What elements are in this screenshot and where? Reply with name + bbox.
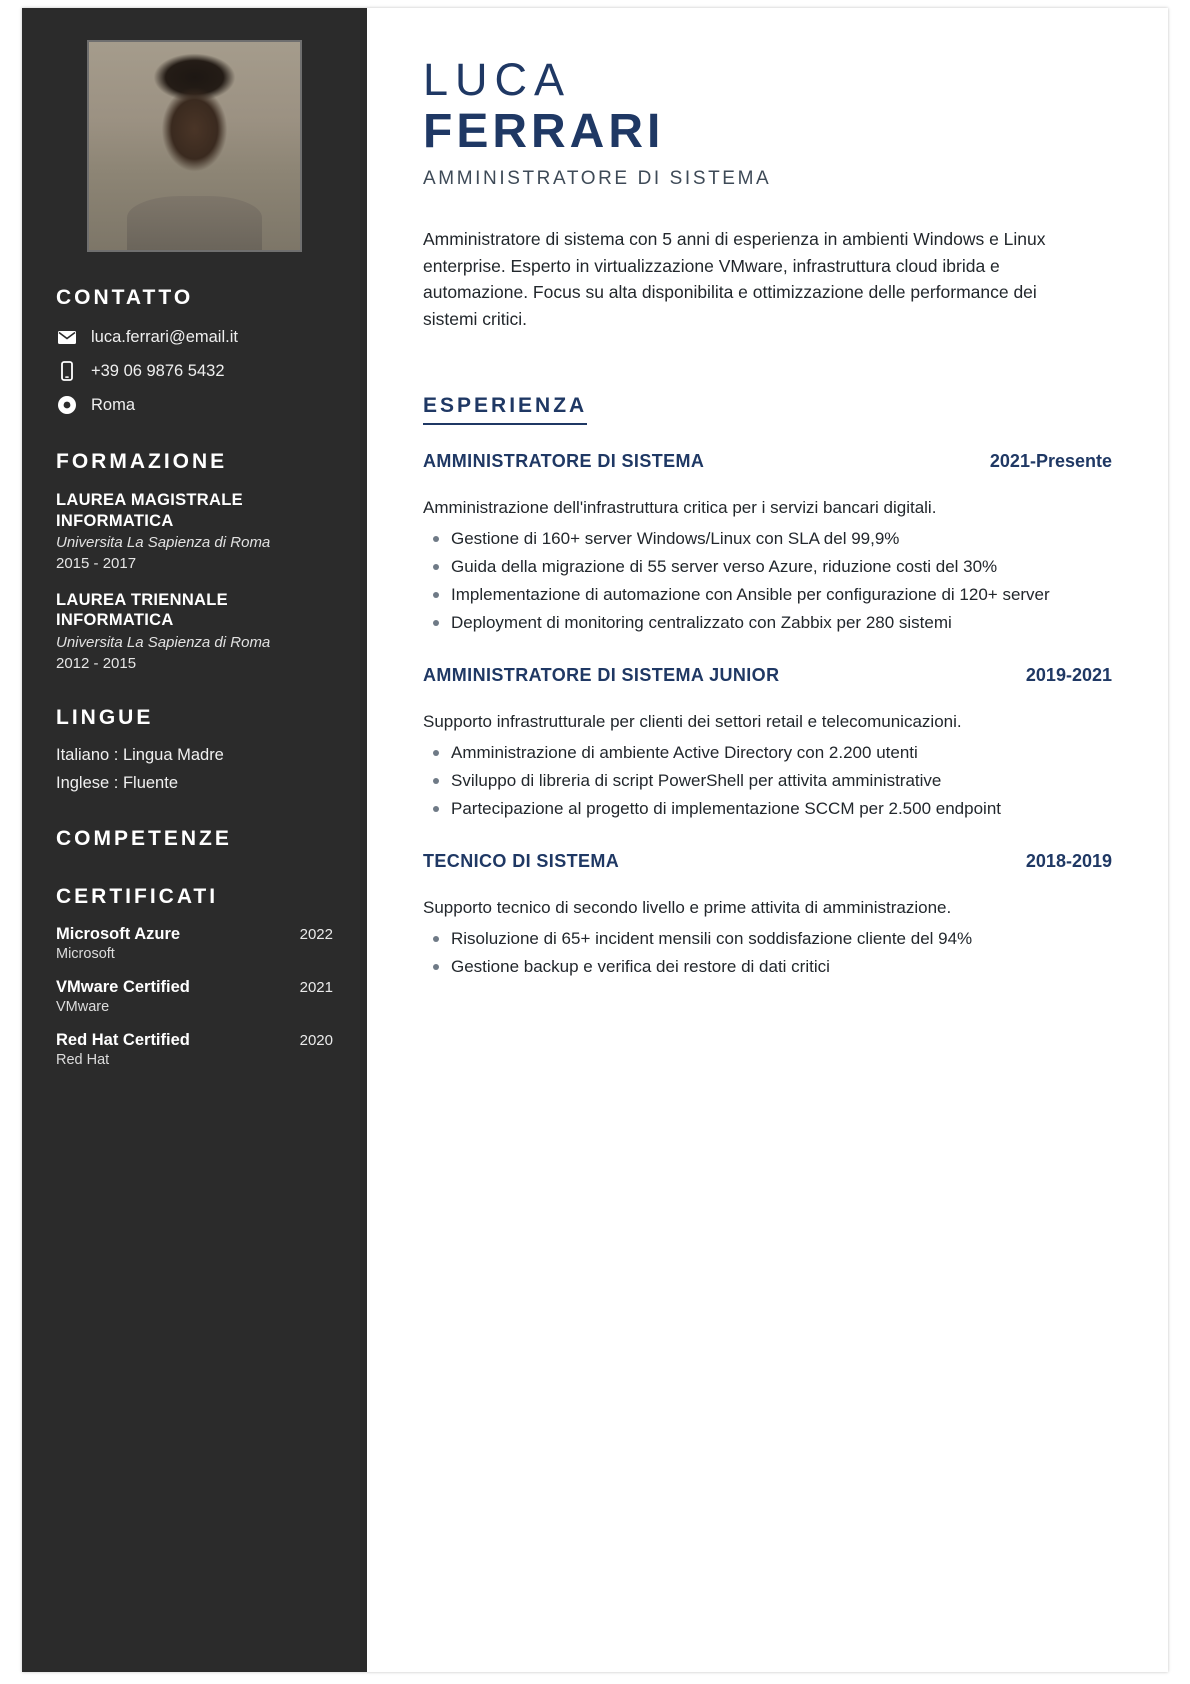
experience-title: AMMINISTRATORE DI SISTEMA JUNIOR <box>423 665 780 686</box>
certificate-name: Red Hat Certified <box>56 1030 190 1049</box>
certificate-name: Microsoft Azure <box>56 924 181 943</box>
main-content <box>367 8 1168 1672</box>
education-years: 2012 - 2015 <box>56 654 137 672</box>
experience-bullet: Guida della migrazione di 55 server verso Azure, riduzione costi del 30% <box>449 555 1112 579</box>
language-item: Italiano : Lingua Madre <box>56 745 224 764</box>
first-name: LUCA <box>423 54 572 105</box>
profile-summary: Amministratore di sistema con 5 anni di esperienza in ambienti Windows e Linux enterprise. Esperto in virtualizzazione VMware, infrastruttura cloud ibrida e automazione. Focus su alta disponibilita e ottimizzazione delle performance dei sistemi critici. <box>423 229 1046 329</box>
certificate-item <box>56 1031 333 1068</box>
page-title <box>423 56 1112 190</box>
experience-bullets <box>423 741 1112 821</box>
experience-description: Supporto tecnico di secondo livello e prime attivita di amministrazione. <box>423 898 952 918</box>
languages-section <box>22 706 367 793</box>
certificate-org: Red Hat <box>56 1051 110 1068</box>
education-years: 2015 - 2017 <box>56 554 137 572</box>
email-icon <box>56 326 78 348</box>
contact-phone[interactable] <box>56 360 333 382</box>
education-item <box>56 490 333 572</box>
certificate-item <box>56 978 333 1015</box>
last-name: FERRARI <box>423 105 665 159</box>
education-heading: FORMAZIONE <box>56 450 228 473</box>
experience-item <box>423 851 1112 979</box>
experience-dates: 2018-2019 <box>1025 851 1112 872</box>
education-item <box>56 590 333 672</box>
education-degree: LAUREA MAGISTRALE INFORMATICA <box>56 491 243 530</box>
certificate-year: 2022 <box>299 925 333 943</box>
experience-description: Amministrazione dell'infrastruttura critica per i servizi bancari digitali. <box>423 497 937 517</box>
certificate-year: 2020 <box>299 1031 333 1049</box>
experience-bullets <box>423 927 1112 979</box>
experience-dates: 2021-Presente <box>989 450 1112 471</box>
location-pin-icon <box>56 394 78 416</box>
contact-location[interactable] <box>56 394 333 416</box>
sidebar <box>22 8 367 1672</box>
languages-heading: LINGUE <box>56 705 154 729</box>
avatar <box>87 40 302 252</box>
certificate-name: VMware Certified <box>56 977 190 996</box>
experience-title: AMMINISTRATORE DI SISTEMA <box>423 450 705 471</box>
experience-description: Supporto infrastrutturale per clienti dei settori retail e telecomunicazioni. <box>423 712 962 732</box>
contact-phone-value: +39 06 9876 5432 <box>91 361 225 380</box>
certificate-org: VMware <box>56 998 110 1015</box>
experience-bullet: Gestione di 160+ server Windows/Linux con SLA del 99,9% <box>449 527 1112 551</box>
contact-section <box>22 286 367 416</box>
experience-item <box>423 451 1112 635</box>
experience-bullets <box>423 527 1112 636</box>
experience-item <box>423 665 1112 821</box>
contact-heading: CONTATTO <box>56 286 194 309</box>
education-school: Universita La Sapienza di Roma <box>56 634 271 651</box>
contact-location-value: Roma <box>91 395 136 414</box>
language-item: Inglese : Fluente <box>56 773 178 792</box>
education-school: Universita La Sapienza di Roma <box>56 534 271 552</box>
experience-bullet: Partecipazione al progetto di implementazione SCCM per 2.500 endpoint <box>449 797 1112 821</box>
experience-bullet: Implementazione di automazione con Ansible per configurazione di 120+ server <box>449 583 1112 607</box>
contact-email-value: luca.ferrari@email.it <box>91 327 238 346</box>
phone-icon <box>56 360 78 382</box>
experience-bullet: Deployment di monitoring centralizzato con Zabbix per 280 sistemi <box>449 611 1112 635</box>
contact-email[interactable] <box>56 326 333 348</box>
experience-dates: 2019-2021 <box>1025 665 1112 686</box>
experience-heading: ESPERIENZA <box>423 394 587 425</box>
experience-bullet: Sviluppo di libreria di script PowerShell per attivita amministrative <box>449 769 1112 793</box>
certificate-item <box>56 925 333 962</box>
experience-bullet: Risoluzione di 65+ incident mensili con soddisfazione cliente del 94% <box>449 927 1112 951</box>
resume-sheet <box>22 8 1168 1672</box>
experience-bullet: Amministrazione di ambiente Active Directory con 2.200 utenti <box>449 741 1112 765</box>
education-section <box>22 450 367 672</box>
avatar-photo <box>89 42 300 250</box>
certificates-heading: CERTIFICATI <box>56 884 219 908</box>
certificate-org: Microsoft <box>56 945 115 962</box>
certificates-section <box>22 885 367 1068</box>
experience-title: TECNICO DI SISTEMA <box>423 851 620 872</box>
certificate-year: 2021 <box>299 978 333 996</box>
education-degree: LAUREA TRIENNALE INFORMATICA <box>56 590 228 630</box>
skills-heading: COMPETENZE <box>56 826 232 850</box>
job-role-subtitle: AMMINISTRATORE DI SISTEMA <box>423 168 772 189</box>
experience-bullet: Gestione backup e verifica dei restore di dati critici <box>449 955 1112 979</box>
skills-section <box>22 827 367 851</box>
